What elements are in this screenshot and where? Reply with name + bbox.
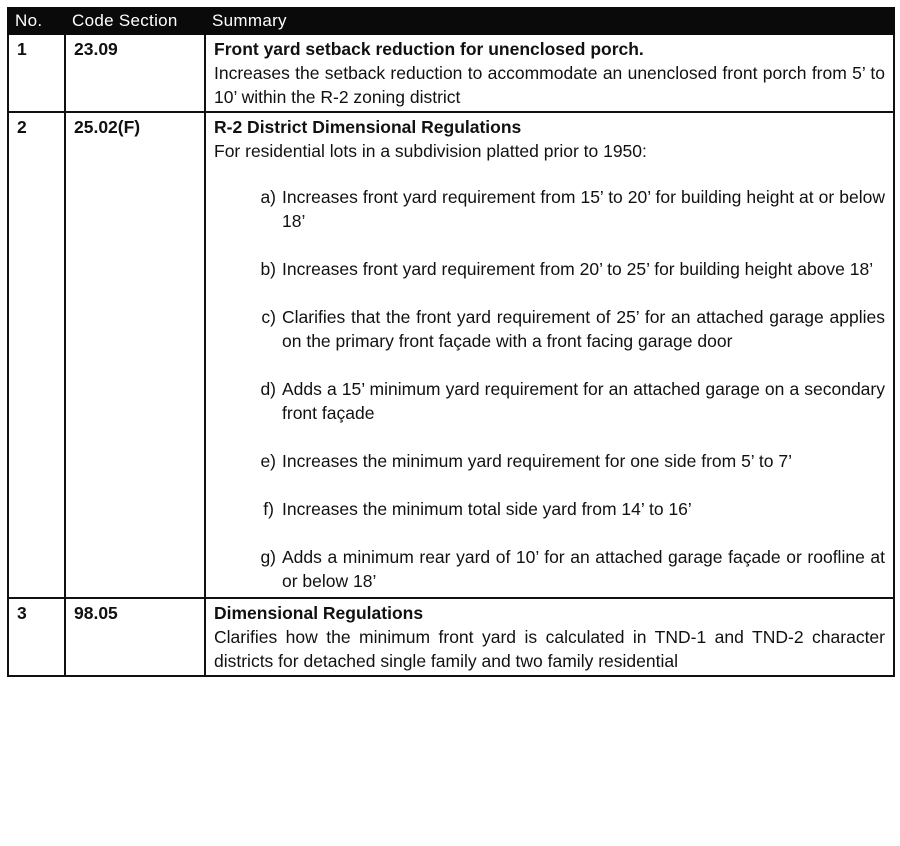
code-section: 25.02(F) [65, 112, 205, 598]
list-item [214, 185, 885, 233]
row-number: 2 [8, 112, 65, 598]
list-item-text: Adds a minimum rear yard of 10’ for an attached garage façade or roofline at or below 18’ [282, 547, 885, 591]
code-section: 23.09 [65, 34, 205, 112]
summary-title: R-2 District Dimensional Regulations [214, 117, 522, 137]
summary-cell [205, 598, 894, 676]
summary-cell [205, 112, 894, 598]
list-item-text: Increases the minimum yard requirement for one side from 5’ to 7’ [282, 451, 792, 471]
summary-description: Clarifies how the minimum front yard is calculated in TND-1 and TND-2 character districts for detached single family and two family residential [214, 627, 885, 671]
list-marker: b) [260, 259, 276, 279]
list-marker: c) [261, 307, 276, 327]
list-marker: a) [260, 187, 276, 207]
row-number: 3 [8, 598, 65, 676]
requirement-list [214, 185, 885, 593]
list-item [214, 545, 885, 593]
summary-cell [205, 34, 894, 112]
summary-description: For residential lots in a subdivision platted prior to 1950: [214, 141, 647, 161]
list-item [214, 497, 885, 521]
list-item [214, 377, 885, 425]
list-item [214, 305, 885, 353]
header-summary: Summary [205, 8, 894, 34]
header-row [8, 8, 894, 34]
table-row [8, 112, 894, 598]
list-item-text: Increases front yard requirement from 15’ to 20’ for building height at or below 18’ [282, 187, 885, 231]
list-marker: e) [260, 451, 276, 471]
code-section: 98.05 [65, 598, 205, 676]
list-item-text: Adds a 15’ minimum yard requirement for an attached garage on a secondary front façade [282, 379, 885, 423]
amendments-table [7, 7, 895, 677]
list-item-text: Clarifies that the front yard requirement of 25’ for an attached garage applies on the primary front façade with a front facing garage door [282, 307, 885, 351]
list-item [214, 257, 885, 281]
summary-description: Increases the setback reduction to accommodate an unenclosed front porch from 5’ to 10’ within the R-2 zoning district [214, 63, 885, 107]
table-row [8, 34, 894, 112]
list-item [214, 449, 885, 473]
list-item-text: Increases the minimum total side yard from 14’ to 16’ [282, 499, 692, 519]
list-item-text: Increases front yard requirement from 20’ to 25’ for building height above 18’ [282, 259, 874, 279]
list-marker: g) [260, 547, 276, 567]
list-marker: d) [260, 379, 276, 399]
table-row [8, 598, 894, 676]
list-marker: f) [263, 499, 274, 519]
header-no: No. [8, 8, 65, 34]
summary-title: Front yard setback reduction for unenclosed porch. [214, 39, 644, 59]
summary-title: Dimensional Regulations [214, 603, 424, 623]
row-number: 1 [8, 34, 65, 112]
header-code-section: Code Section [65, 8, 205, 34]
